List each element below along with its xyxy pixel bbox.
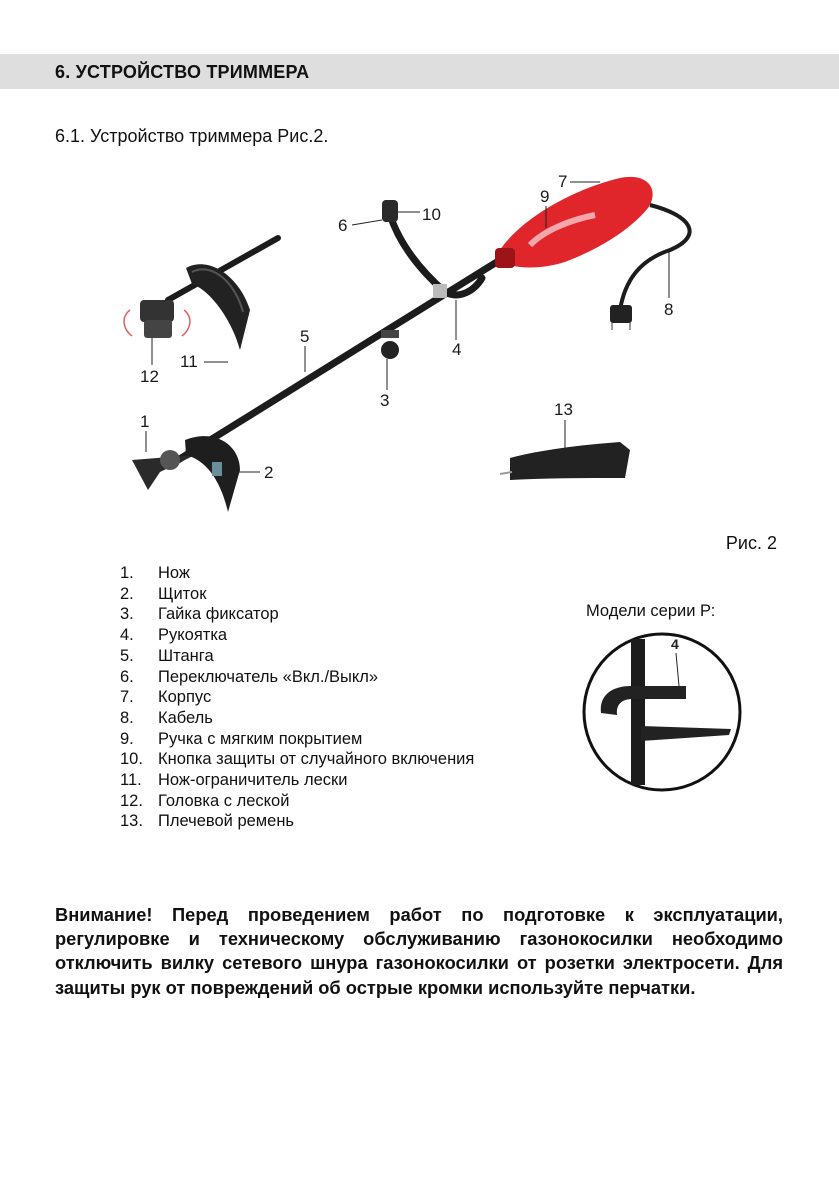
svg-text:1: 1 [140,412,150,431]
callout-8 [664,252,673,319]
svg-text:4: 4 [452,340,462,359]
list-item: 7. Корпус [120,688,212,707]
list-item: 2. Щиток [120,584,207,603]
svg-text:7: 7 [558,172,568,191]
list-item: 5. Штанга [120,646,214,665]
line-head-assembly [124,238,278,350]
subsection-title: 6.1. Устройство триммера Рис.2. [55,126,329,146]
inset-callout-4: 4 [671,636,679,652]
callout-4 [452,300,461,359]
svg-text:5: 5 [300,327,310,346]
list-item: 9. Ручка с мягким покрытием [120,729,363,748]
svg-text:10: 10 [422,205,441,224]
blade-head [132,436,240,512]
list-item: 12. Головка с леской [120,791,290,810]
warning-paragraph: Внимание! Перед проведением работ по подготовке к эксплуатации, регулировке и техническому обслуживанию газонокосилки необходимо отключить вилку сетевого шнура газонокосилки от розетки электросети. Для защиты рук от повреждений об острые кромки используйте перчатки. [55,904,783,998]
svg-text:8: 8 [664,300,674,319]
handle-inset-image [581,631,743,793]
svg-text:3: 3 [380,391,390,410]
list-item: 6. Переключатель «Вкл./Выкл» [120,667,379,686]
svg-text:2: 2 [264,463,274,482]
svg-text:11: 11 [180,352,198,371]
list-item: 13. Плечевой ремень [120,812,295,831]
callout-11 [180,352,228,371]
callout-10 [398,205,441,224]
models-label: Модели серии Р: [586,602,716,620]
parts-list [120,563,474,832]
svg-text:9: 9 [540,187,550,206]
trimmer-diagram [100,160,780,530]
list-item: 10. Кнопка защиты от случайного включения [120,750,475,769]
section-title: 6. УСТРОЙСТВО ТРИММЕРА [55,62,310,82]
list-item: 4. Рукоятка [120,626,228,645]
callout-12 [140,338,159,386]
callout-5 [300,327,309,372]
callout-1 [140,412,149,452]
callout-13 [554,400,573,448]
svg-text:12: 12 [140,367,159,386]
callout-6 [338,216,382,235]
list-item: 1. Нож [120,564,190,582]
svg-text:13: 13 [554,400,573,419]
list-item: 8. Кабель [120,708,213,727]
list-item: 11. Нож-ограничитель лески [120,771,348,790]
svg-text:6: 6 [338,216,348,235]
figure-caption: Рис. 2 [725,533,777,553]
motor-housing [495,177,653,268]
list-item: 3. Гайка фиксатор [120,605,279,624]
callout-3 [380,359,389,410]
lock-nut [381,330,399,359]
